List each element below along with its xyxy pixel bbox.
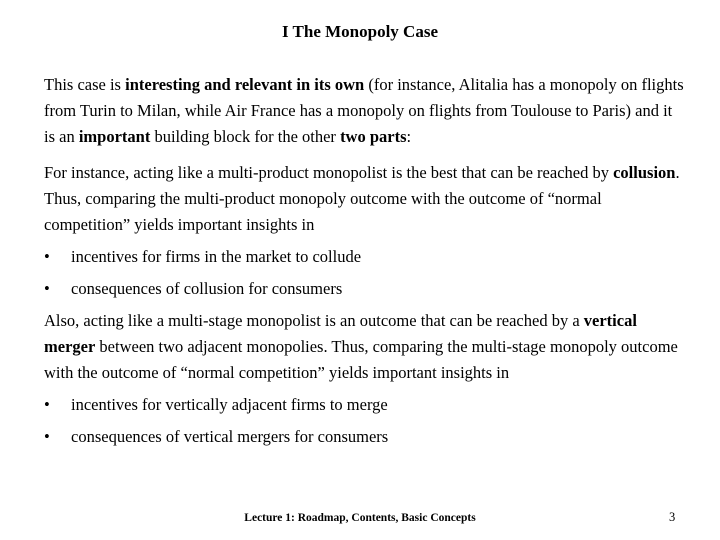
- text-run: :: [406, 127, 412, 146]
- footer-lecture-title: Lecture 1: Roadmap, Contents, Basic Concepts: [244, 512, 476, 524]
- bullet-icon: •: [44, 427, 50, 446]
- text-run: For instance, acting like a multi-product monopolist is the best that can be reached by: [44, 163, 614, 182]
- emphasis-text: collusion: [613, 163, 676, 182]
- paragraph-intro: [44, 72, 684, 150]
- bullet-icon: •: [44, 247, 50, 266]
- paragraph-collusion: [44, 160, 684, 238]
- text-run: (for instance, Alitalia has a monopoly on flights from Turin to Milan, while Air France has a monopoly on flights from Toulouse to Paris) and it is an: [44, 75, 684, 146]
- emphasis-text: two parts: [340, 127, 407, 146]
- page-number: 3: [669, 510, 676, 524]
- text-run: This case is: [44, 75, 126, 94]
- list-item: [44, 424, 684, 456]
- emphasis-text: important: [78, 127, 151, 146]
- bullet-list-merger: [44, 392, 684, 456]
- bullet-icon: •: [44, 395, 50, 414]
- emphasis-text: interesting and relevant in its own: [125, 75, 365, 94]
- text-run: Also, acting like a multi-stage monopolist is an outcome that can be reached by a: [44, 311, 584, 330]
- list-item: [44, 244, 684, 276]
- text-run: between two adjacent monopolies. Thus, comparing the multi-stage monopoly outcome with the outcome of “normal competition” yields important insights in: [44, 337, 678, 382]
- slide-body: [44, 72, 684, 456]
- list-item: [44, 392, 684, 424]
- list-item-text: consequences of collusion for consumers: [71, 279, 343, 298]
- list-item-text: incentives for firms in the market to collude: [71, 247, 362, 266]
- list-item: [44, 276, 684, 308]
- bullet-icon: •: [44, 279, 50, 298]
- list-item-text: consequences of vertical mergers for consumers: [71, 427, 389, 446]
- emphasis-text: vertical merger: [44, 311, 637, 356]
- bullet-list-collusion: [44, 244, 684, 308]
- list-item-text: incentives for vertically adjacent firms to merge: [71, 395, 388, 414]
- text-run: building block for the other: [150, 127, 341, 146]
- text-run: . Thus, comparing the multi-product monopoly outcome with the outcome of “normal competition” yields important insights in: [44, 163, 680, 234]
- slide-title: I The Monopoly Case: [281, 22, 438, 41]
- paragraph-vertical-merger: [44, 308, 684, 386]
